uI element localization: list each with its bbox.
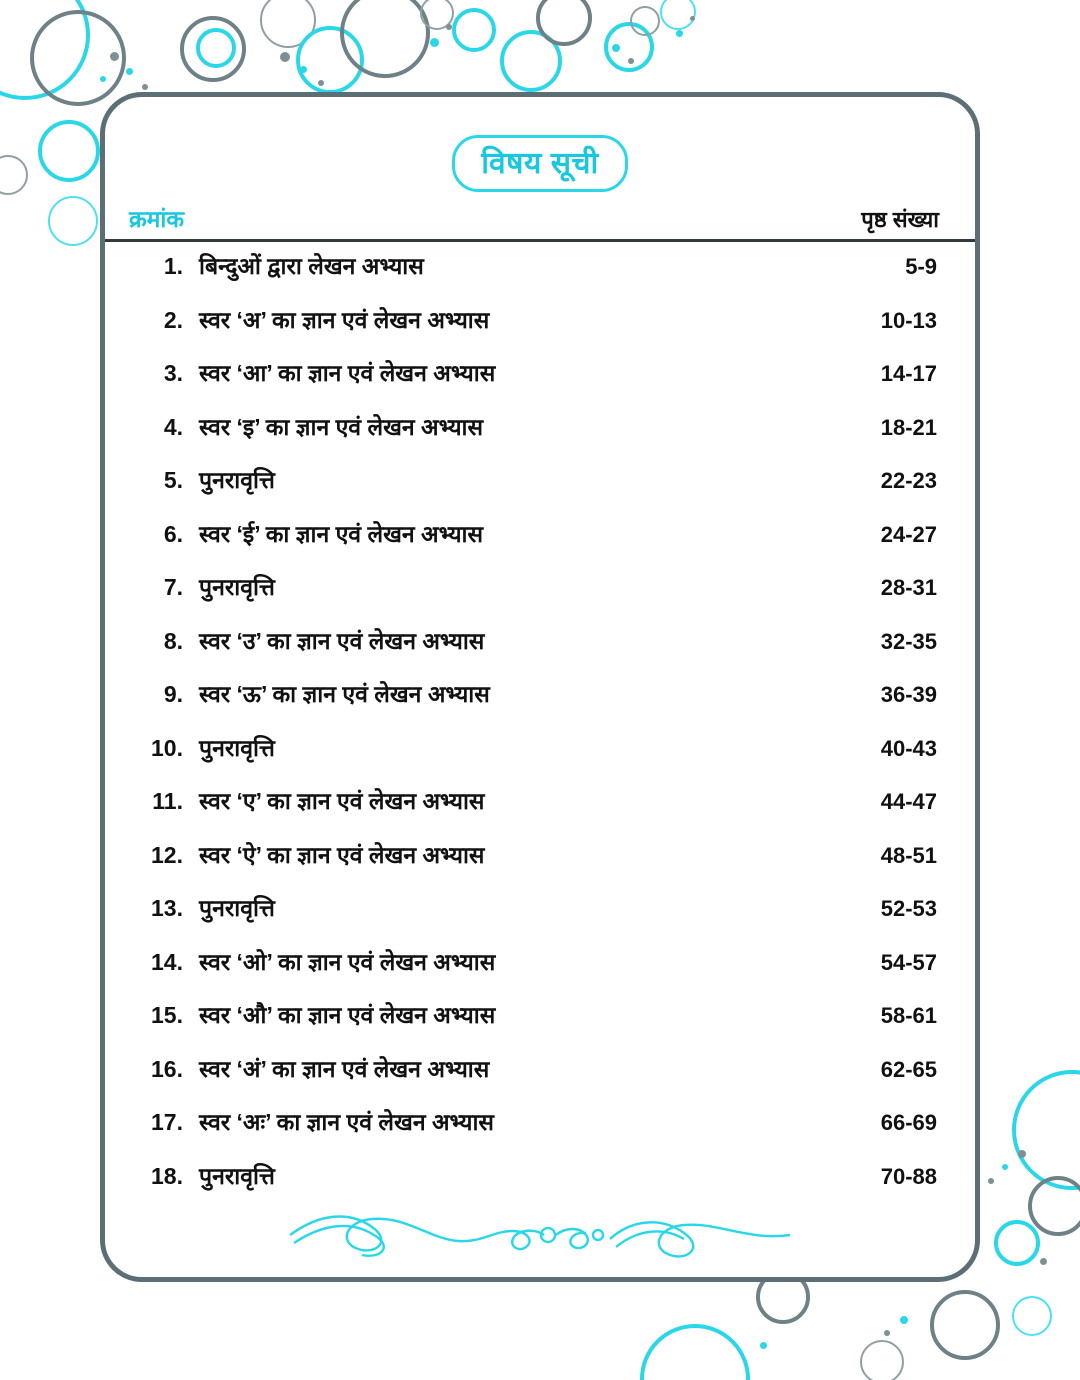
deco-dot (1002, 1164, 1008, 1170)
entry-label: स्वर ‘औ’ का ज्ञान एवं लेखन अभ्यास (199, 1002, 496, 1028)
column-header-pages: पृष्ठ संख्या (861, 207, 939, 232)
deco-circle (196, 28, 236, 68)
table-row[interactable] (119, 945, 961, 999)
deco-dot (612, 44, 620, 52)
entry-number: 17. (151, 1109, 183, 1135)
deco-circle (1012, 1296, 1052, 1336)
deco-circle (180, 16, 246, 82)
deco-dot (142, 84, 148, 90)
entry-label: पुनरावृत्ति (199, 734, 275, 761)
contents-card (100, 92, 980, 1282)
entry-pages: 10-13 (880, 307, 937, 333)
entry-pages: 32-35 (880, 628, 937, 654)
table-row[interactable] (119, 1105, 961, 1159)
entry-label: पुनरावृत्ति (199, 1162, 275, 1189)
entry-label: स्वर ‘ऐ’ का ज्ञान एवं लेखन अभ्यास (199, 841, 485, 868)
entry-pages: 28-31 (880, 575, 937, 600)
entry-number: 18. (151, 1162, 183, 1189)
deco-circle (640, 1324, 750, 1380)
table-row[interactable] (119, 249, 961, 303)
entry-label: स्वर ‘ओ’ का ज्ञान एवं लेखन अभ्यास (199, 948, 496, 975)
deco-circle (48, 196, 98, 246)
deco-circle (994, 1220, 1040, 1266)
deco-circle (630, 6, 660, 36)
deco-dot (318, 80, 324, 86)
entry-number: 3. (163, 360, 183, 386)
entry-label: स्वर ‘ऊ’ का ज्ञान एवं लेखन अभ्यास (199, 681, 490, 707)
deco-dot (690, 16, 695, 21)
entry-label: बिन्दुओं द्वारा लेखन अभ्यास (199, 253, 424, 279)
page-title: विषय सूची (452, 135, 628, 192)
deco-dot (760, 1342, 767, 1349)
entry-number: 6. (163, 520, 183, 547)
entry-label: स्वर ‘ई’ का ज्ञान एवं लेखन अभ्यास (199, 520, 484, 547)
table-row[interactable] (119, 1159, 961, 1213)
entry-number: 9. (163, 681, 183, 707)
entry-pages: 40-43 (880, 735, 937, 761)
entry-pages: 5-9 (905, 254, 937, 279)
deco-circle (420, 0, 454, 30)
entry-pages: 66-69 (880, 1110, 937, 1135)
entry-pages: 70-88 (880, 1163, 937, 1189)
entry-number: 4. (163, 413, 183, 440)
flourish-ornament (280, 1205, 800, 1263)
deco-circle (452, 8, 496, 52)
table-row[interactable] (119, 998, 961, 1052)
header-divider (105, 239, 975, 242)
entry-number: 15. (151, 1002, 183, 1028)
deco-dot (126, 68, 133, 75)
deco-circle (604, 22, 654, 72)
entry-pages: 36-39 (880, 682, 937, 707)
entry-label: पुनरावृत्ति (199, 895, 275, 921)
deco-circle (500, 30, 562, 92)
entry-pages: 58-61 (880, 1003, 937, 1028)
deco-circle (340, 0, 430, 78)
deco-circle (0, 155, 28, 195)
table-row[interactable] (119, 517, 961, 571)
deco-dot (1018, 1150, 1026, 1158)
entry-pages: 24-27 (880, 521, 937, 547)
deco-dot (100, 76, 106, 82)
entry-pages: 22-23 (880, 468, 937, 493)
table-row[interactable] (119, 356, 961, 410)
deco-dot (628, 58, 634, 64)
entry-pages: 44-47 (880, 789, 937, 814)
deco-dot (300, 66, 307, 73)
table-row[interactable] (119, 463, 961, 517)
entry-number: 5. (163, 467, 183, 493)
table-header (105, 202, 975, 234)
deco-circle (30, 10, 126, 106)
entry-number: 12. (151, 841, 183, 868)
table-row[interactable] (119, 784, 961, 838)
deco-circle (536, 0, 592, 46)
entry-pages: 18-21 (880, 414, 937, 440)
deco-circle (1028, 1176, 1080, 1236)
table-row[interactable] (119, 570, 961, 624)
deco-dot (676, 30, 683, 37)
deco-circle (1012, 1070, 1080, 1190)
deco-circle (38, 120, 100, 182)
entry-label: स्वर ‘ए’ का ज्ञान एवं लेखन अभ्यास (199, 788, 485, 814)
toc-list (105, 249, 975, 1207)
table-row[interactable] (119, 891, 961, 945)
entry-label: पुनरावृत्ति (199, 467, 275, 493)
deco-circle (860, 1340, 904, 1380)
entry-number: 1. (163, 253, 183, 279)
deco-circle (260, 0, 316, 48)
deco-circle (296, 26, 364, 94)
entry-label: स्वर ‘अ’ का ज्ञान एवं लेखन अभ्यास (199, 306, 490, 333)
entry-number: 8. (163, 627, 183, 654)
entry-label: स्वर ‘इ’ का ज्ञान एवं लेखन अभ्यास (199, 413, 484, 440)
deco-dot (446, 24, 452, 30)
title-container (105, 135, 975, 192)
deco-dot (110, 52, 119, 61)
deco-circle (0, 0, 90, 100)
table-row[interactable] (119, 624, 961, 678)
entry-pages: 48-51 (880, 842, 937, 868)
deco-dot (1040, 1258, 1047, 1265)
deco-dot (280, 52, 290, 62)
deco-circle (660, 0, 696, 30)
deco-dot (900, 1316, 908, 1324)
table-row[interactable] (119, 1052, 961, 1106)
table-row[interactable] (119, 410, 961, 464)
entry-number: 11. (152, 788, 183, 814)
deco-dot (430, 38, 439, 47)
entry-number: 14. (151, 948, 183, 975)
entry-pages: 62-65 (880, 1056, 937, 1082)
entry-label: पुनरावृत्ति (199, 574, 275, 600)
entry-label: स्वर ‘अं’ का ज्ञान एवं लेखन अभ्यास (199, 1055, 490, 1082)
entry-pages: 14-17 (880, 361, 937, 386)
entry-pages: 52-53 (880, 896, 937, 921)
entry-number: 10. (151, 734, 183, 761)
entry-number: 2. (163, 306, 183, 333)
table-row[interactable] (119, 303, 961, 357)
table-row[interactable] (119, 677, 961, 731)
table-row[interactable] (119, 731, 961, 785)
column-header-serial: क्रमांक (129, 206, 185, 232)
entry-number: 13. (151, 895, 183, 921)
entry-label: स्वर ‘आ’ का ज्ञान एवं लेखन अभ्यास (199, 360, 496, 386)
deco-dot (884, 1330, 890, 1336)
entry-number: 7. (163, 574, 183, 600)
table-row[interactable] (119, 838, 961, 892)
entry-label: स्वर ‘अः’ का ज्ञान एवं लेखन अभ्यास (199, 1109, 494, 1135)
entry-label: स्वर ‘उ’ का ज्ञान एवं लेखन अभ्यास (199, 627, 485, 654)
entry-number: 16. (151, 1055, 183, 1082)
entry-pages: 54-57 (880, 949, 937, 975)
deco-circle (930, 1290, 1000, 1360)
deco-dot (988, 1178, 994, 1184)
